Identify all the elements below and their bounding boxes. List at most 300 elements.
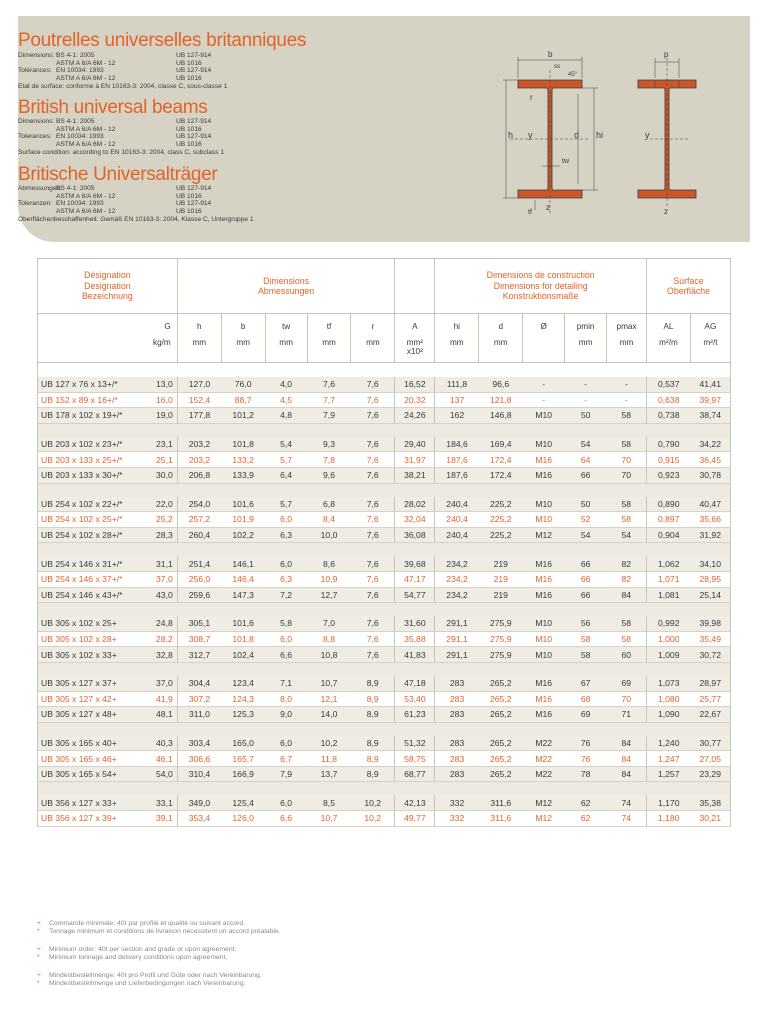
table-cell: M12 (523, 811, 565, 827)
table-cell: 58 (607, 408, 647, 424)
label-45deg: 45° (568, 72, 578, 78)
table-cell: 48,1 (135, 707, 177, 723)
table-cell: 32,8 (135, 647, 177, 663)
table-cell: 7,6 (351, 512, 395, 528)
table-cell: 71 (607, 707, 647, 723)
table-cell: M22 (523, 736, 565, 751)
table-cell: 1,240 (647, 736, 691, 751)
table-cell: 6,3 (265, 527, 307, 543)
table-cell: 54 (565, 527, 607, 543)
table-cell: 304,4 (177, 676, 221, 691)
table-cell: 9,0 (265, 707, 307, 723)
table-row (38, 377, 731, 392)
table-cell: 203,2 (177, 437, 221, 452)
label-tw: tw (562, 158, 569, 165)
cell-designation: UB 356 x 127 x 39+ (38, 811, 136, 827)
table-cell: 123,4 (221, 676, 265, 691)
label-d: d (574, 130, 580, 140)
cell-designation: UB 254 x 102 x 22+/* (38, 497, 136, 512)
table-cell: 13,0 (135, 377, 177, 392)
table-cell: 31,60 (395, 616, 435, 631)
table-cell: 260,4 (177, 527, 221, 543)
table-cell: 1,062 (647, 556, 691, 571)
table-cell: 66 (565, 571, 607, 587)
table-cell: 7,6 (351, 631, 395, 647)
col-al: AL (647, 314, 691, 339)
table-cell: 0,790 (647, 437, 691, 452)
table-cell: 165,0 (221, 736, 265, 751)
table-row (38, 631, 731, 647)
col-h: h (177, 314, 221, 339)
table-cell: 96,6 (479, 377, 523, 392)
table-cell: 254,0 (177, 497, 221, 512)
table-cell: 82 (607, 556, 647, 571)
label-y-left: y (528, 130, 533, 140)
table-cell: 30,72 (690, 647, 730, 663)
table-cell: 58 (607, 616, 647, 631)
table-cell: 60 (607, 647, 647, 663)
table-cell: 8,9 (351, 691, 395, 707)
col-r: r (351, 314, 395, 339)
table-cell: M12 (523, 795, 565, 810)
table-cell: 6,0 (265, 512, 307, 528)
cell-designation: UB 305 x 165 x 40+ (38, 736, 136, 751)
table-cell: 6,3 (265, 571, 307, 587)
group-area (395, 259, 435, 314)
group-gap (38, 543, 731, 557)
table-cell: 38,74 (690, 408, 730, 424)
table-cell: 303,4 (177, 736, 221, 751)
cell-designation: UB 203 x 133 x 30+/* (38, 467, 136, 483)
table-cell: 38,21 (395, 467, 435, 483)
table-cell: 7,1 (265, 676, 307, 691)
table-cell: 34,22 (690, 437, 730, 452)
unit-hi: mm (435, 338, 479, 363)
footnote-marker: * (37, 954, 40, 962)
table-cell: 16,52 (395, 377, 435, 392)
table-cell: 24,26 (395, 408, 435, 424)
table-cell: 68,77 (395, 766, 435, 782)
table-cell: 34,10 (690, 556, 730, 571)
table-cell: 203,2 (177, 452, 221, 468)
col-tw: tw (265, 314, 307, 339)
table-cell: 7,6 (351, 467, 395, 483)
table-cell: 162 (435, 408, 479, 424)
table-cell: 23,29 (690, 766, 730, 782)
cell-designation: UB 305 x 102 x 25+ (38, 616, 136, 631)
table-cell: 39,97 (690, 392, 730, 408)
table-row (38, 647, 731, 663)
table-cell: 1,080 (647, 691, 691, 707)
table-cell: 28,95 (690, 571, 730, 587)
table-cell: 146,8 (479, 408, 523, 424)
table-cell: 58 (607, 631, 647, 647)
table-cell: 4,0 (265, 377, 307, 392)
table-cell: 47,18 (395, 676, 435, 691)
table-cell: 52 (565, 512, 607, 528)
table-cell: 7,6 (351, 616, 395, 631)
table-cell: M16 (523, 467, 565, 483)
table-cell: 7,8 (307, 452, 351, 468)
unit-h: mm (177, 338, 221, 363)
table-row (38, 676, 731, 691)
cell-designation: UB 356 x 127 x 33+ (38, 795, 136, 810)
col-pmin: pmin (565, 314, 607, 339)
table-cell: 225,2 (479, 497, 523, 512)
table-cell: M16 (523, 452, 565, 468)
table-cell: M16 (523, 691, 565, 707)
table-cell: 7,2 (265, 587, 307, 603)
table-cell: M10 (523, 512, 565, 528)
table-cell: 257,2 (177, 512, 221, 528)
table-cell: 1,081 (647, 587, 691, 603)
table-cell: 0,638 (647, 392, 691, 408)
table-cell: 70 (607, 691, 647, 707)
table-cell: 50 (565, 408, 607, 424)
table-row (38, 408, 731, 424)
table-cell: 283 (435, 691, 479, 707)
table-cell: 24,8 (135, 616, 177, 631)
table-cell: 275,9 (479, 647, 523, 663)
table-cell: 27,05 (690, 751, 730, 767)
table-cell: 6,4 (265, 467, 307, 483)
table-cell: 0,915 (647, 452, 691, 468)
label-hi: hi (596, 130, 604, 140)
unit-ag: m²/t (690, 338, 730, 363)
table-cell: 70 (607, 467, 647, 483)
table-cell: 5,8 (265, 616, 307, 631)
table-cell: 125,4 (221, 795, 265, 810)
table-cell: 6,6 (265, 647, 307, 663)
spec-de: Abmessungen: BS 4-1: 2005 UB 127-914 ASTM A 6/A 6M - 12 UB 1016 Toleranzen: EN 10034: 1993 UB 127-914 ASTM A 6/A 6M - 12 UB 1016 Oberflächenbeschaffenheit: Gemäß EN 10163-3: 2004, Klasse C, Untergruppe 1 (18, 185, 254, 223)
table-cell: 22,67 (690, 707, 730, 723)
table-cell: 42,13 (395, 795, 435, 810)
table-cell: 43,0 (135, 587, 177, 603)
table-cell: 133,9 (221, 467, 265, 483)
table-cell: 7,6 (351, 587, 395, 603)
unit-g: kg/m (38, 338, 178, 363)
table-row (38, 452, 731, 468)
cell-designation: UB 305 x 165 x 54+ (38, 766, 136, 782)
table-cell: 6,0 (265, 736, 307, 751)
table-cell: 76 (565, 736, 607, 751)
table-cell: 111,8 (435, 377, 479, 392)
table-cell: 7,6 (351, 497, 395, 512)
table-cell: 10,7 (307, 811, 351, 827)
table-cell: 8,4 (307, 512, 351, 528)
table-cell: 1,009 (647, 647, 691, 663)
table-cell: 35,66 (690, 512, 730, 528)
table-cell: 8,8 (307, 631, 351, 647)
table-cell: 101,6 (221, 497, 265, 512)
table-cell: 74 (607, 811, 647, 827)
table-cell: 25,14 (690, 587, 730, 603)
col-pmax: pmax (607, 314, 647, 339)
table-cell: - (565, 377, 607, 392)
table-cell: 152,4 (177, 392, 221, 408)
table-cell: 187,6 (435, 467, 479, 483)
table-cell: 206,8 (177, 467, 221, 483)
table-cell: 36,45 (690, 452, 730, 468)
table-cell: 30,21 (690, 811, 730, 827)
table-cell: 68 (565, 691, 607, 707)
table-cell: 76,0 (221, 377, 265, 392)
table-cell: M16 (523, 707, 565, 723)
table-cell: 101,6 (221, 616, 265, 631)
table-cell: 102,2 (221, 527, 265, 543)
table-row (38, 512, 731, 528)
table-cell: 54 (565, 437, 607, 452)
spec-en: Dimensions: BS 4-1: 2005 UB 127-914 ASTM A 6/A 6M - 12 UB 1016 Tolerances: EN 10034: 1993 UB 127-914 ASTM A 6/A 6M - 12 UB 1016 Surface condition: according to EN 10163-3: 2004, class C, subclass 1 (18, 118, 224, 156)
footnote-text: Mindestbestellmenge: 40t pro Profil und Güte oder nach Vereinbarung. (49, 972, 262, 979)
table-cell: M22 (523, 766, 565, 782)
table-row (38, 467, 731, 483)
group-gap (38, 423, 731, 437)
table-cell: 8,9 (351, 676, 395, 691)
table-cell: 62 (565, 811, 607, 827)
table-cell: 7,6 (351, 392, 395, 408)
unit-d: mm (479, 338, 523, 363)
table-cell: 219 (479, 556, 523, 571)
table-cell: 283 (435, 736, 479, 751)
table-cell: 14,0 (307, 707, 351, 723)
table-cell: 7,6 (351, 437, 395, 452)
table-cell: 307,2 (177, 691, 221, 707)
table-cell: 50 (565, 497, 607, 512)
table-cell: - (523, 377, 565, 392)
table-cell: 0,897 (647, 512, 691, 528)
table-cell: 240,4 (435, 512, 479, 528)
table-cell: 7,6 (351, 408, 395, 424)
table-cell: - (565, 392, 607, 408)
table-cell: M10 (523, 647, 565, 663)
table-cell: 28,3 (135, 527, 177, 543)
unit-pmax: mm (607, 338, 647, 363)
table-cell: 240,4 (435, 527, 479, 543)
cell-designation: UB 305 x 102 x 28+ (38, 631, 136, 647)
table-cell: 8,5 (307, 795, 351, 810)
table-cell: 1,071 (647, 571, 691, 587)
cell-designation: UB 152 x 89 x 16+/* (38, 392, 136, 408)
table-cell: 7,6 (351, 527, 395, 543)
footnote-marker: * (37, 980, 40, 988)
table-cell: 1,073 (647, 676, 691, 691)
table-cell: 40,3 (135, 736, 177, 751)
table-cell: 8,0 (265, 691, 307, 707)
table-cell: - (523, 392, 565, 408)
title-de: Britische Universalträger (18, 164, 218, 185)
table-cell: 23,1 (135, 437, 177, 452)
table-cell: 0,923 (647, 467, 691, 483)
table-cell: 41,41 (690, 377, 730, 392)
table-cell: 41,9 (135, 691, 177, 707)
cell-designation: UB 254 x 102 x 28+/* (38, 527, 136, 543)
table-cell: 234,2 (435, 556, 479, 571)
table-cell: 10,2 (351, 795, 395, 810)
table-cell: 0,992 (647, 616, 691, 631)
table-cell: 265,2 (479, 707, 523, 723)
table-cell: 74 (607, 795, 647, 810)
table-cell: 7,9 (265, 766, 307, 782)
table-cell: M16 (523, 571, 565, 587)
table-cell: 0,738 (647, 408, 691, 424)
table-cell: 7,9 (307, 408, 351, 424)
spec-fr: Dimensions: BS 4-1: 2005 UB 127-914 ASTM A 6/A 6M - 12 UB 1016 Tolérances: EN 10034: 1993 UB 127-914 ASTM A 6/A 6M - 12 UB 1016 Etat de surface: conforme à EN 10163-3: 2004, classe C, sous-classe 1 (18, 52, 228, 90)
table-cell: 12,7 (307, 587, 351, 603)
table-cell: 69 (565, 707, 607, 723)
table-cell: 0,904 (647, 527, 691, 543)
label-p: p (664, 50, 669, 59)
table-cell: 39,98 (690, 616, 730, 631)
unit-diameter (523, 338, 565, 363)
table-cell: 234,2 (435, 587, 479, 603)
table-cell: M10 (523, 616, 565, 631)
table-cell: 33,1 (135, 795, 177, 810)
table-cell: 121,8 (479, 392, 523, 408)
table-cell: 6,8 (307, 497, 351, 512)
table-cell: 6,6 (265, 811, 307, 827)
label-z-left: z (546, 203, 550, 212)
col-ag: AG (690, 314, 730, 339)
table-cell: 66 (565, 587, 607, 603)
table-cell: 283 (435, 707, 479, 723)
label-b: b (548, 50, 553, 59)
cell-designation: UB 305 x 127 x 48+ (38, 707, 136, 723)
table-cell: 101,2 (221, 408, 265, 424)
table-cell: 265,2 (479, 766, 523, 782)
table-cell: 172,4 (479, 467, 523, 483)
table-cell: 58 (565, 647, 607, 663)
table-cell: 312,7 (177, 647, 221, 663)
col-hi: hi (435, 314, 479, 339)
table-row (38, 527, 731, 543)
footnote-text: Minimum order: 40t per section and grade or upon agreement. (49, 946, 237, 953)
footnote-line (37, 920, 281, 928)
table-cell: 1,090 (647, 707, 691, 723)
table-spacer (38, 363, 731, 378)
table-cell: 28,02 (395, 497, 435, 512)
table-cell: 7,6 (351, 647, 395, 663)
title-en: British universal beams (18, 97, 208, 118)
table-cell: 7,6 (351, 377, 395, 392)
table-cell: 6,7 (265, 751, 307, 767)
table-cell: 7,6 (351, 571, 395, 587)
table-cell: 40,47 (690, 497, 730, 512)
table-cell: - (607, 377, 647, 392)
table-cell: 29,40 (395, 437, 435, 452)
col-diameter: Ø (523, 314, 565, 339)
table-cell: 30,78 (690, 467, 730, 483)
table-cell: 88,7 (221, 392, 265, 408)
table-cell: 56 (565, 616, 607, 631)
cell-designation: UB 203 x 133 x 25+/* (38, 452, 136, 468)
table-cell: 69 (607, 676, 647, 691)
table-cell: 124,3 (221, 691, 265, 707)
beam-cross-section-diagram (490, 48, 730, 228)
cell-designation: UB 305 x 165 x 46+ (38, 751, 136, 767)
table-cell: 265,2 (479, 691, 523, 707)
beam-dimensions-table (37, 258, 731, 827)
table-cell: 10,2 (351, 811, 395, 827)
col-d: d (479, 314, 523, 339)
group-construction: Dimensions de construction Dimensions for detailing Konstruktionsmaße (435, 259, 647, 314)
table-cell: 1,180 (647, 811, 691, 827)
table-cell: 8,9 (351, 751, 395, 767)
table-cell: 16,0 (135, 392, 177, 408)
cell-designation: UB 254 x 146 x 31+/* (38, 556, 136, 571)
table-cell: 256,0 (177, 571, 221, 587)
table-cell: 39,68 (395, 556, 435, 571)
table-cell: 58 (607, 437, 647, 452)
table-cell: 7,0 (307, 616, 351, 631)
table-cell: 13,7 (307, 766, 351, 782)
table-cell: M16 (523, 587, 565, 603)
table-cell: 35,49 (690, 631, 730, 647)
table-cell: 84 (607, 736, 647, 751)
table-row (38, 707, 731, 723)
table-cell: 20,32 (395, 392, 435, 408)
table-cell: 126,0 (221, 811, 265, 827)
table-cell: 25,77 (690, 691, 730, 707)
table-cell: 22,0 (135, 497, 177, 512)
table-cell: 58 (607, 512, 647, 528)
table-cell: 283 (435, 751, 479, 767)
table-cell: 5,7 (265, 452, 307, 468)
table-cell: 9,6 (307, 467, 351, 483)
table-cell: 54 (607, 527, 647, 543)
table-cell: 184,6 (435, 437, 479, 452)
unit-a: mm² x10² (395, 338, 435, 363)
table-cell: 66 (565, 467, 607, 483)
table-cell: 28,97 (690, 676, 730, 691)
group-gap (38, 662, 731, 676)
table-cell: 265,2 (479, 736, 523, 751)
label-y-right: y (645, 130, 650, 140)
table-cell: 64 (565, 452, 607, 468)
table-cell: 8,9 (351, 707, 395, 723)
table-cell: 311,0 (177, 707, 221, 723)
label-tf: tf (528, 209, 532, 216)
table-cell: 6,0 (265, 795, 307, 810)
table-cell: 10,7 (307, 676, 351, 691)
footnote-marker: + (37, 946, 41, 953)
table-cell: 146,1 (221, 556, 265, 571)
table-cell: 5,4 (265, 437, 307, 452)
table-cell: 265,2 (479, 676, 523, 691)
table-cell: 31,97 (395, 452, 435, 468)
table-cell: 283 (435, 766, 479, 782)
table-cell: 7,6 (307, 377, 351, 392)
footnote-text: Commande minimale: 40t par profilé et qualité ou suivant accord. (49, 920, 246, 927)
table-cell: 265,2 (479, 751, 523, 767)
group-designation: Désignation Designation Bezeichnung (38, 259, 178, 314)
table-cell: M10 (523, 631, 565, 647)
table-cell: 35,88 (395, 631, 435, 647)
cell-designation: UB 203 x 102 x 23+/* (38, 437, 136, 452)
table-cell: 84 (607, 751, 647, 767)
col-b: b (221, 314, 265, 339)
table-cell: 133,2 (221, 452, 265, 468)
table-cell: 37,0 (135, 676, 177, 691)
table-row (38, 571, 731, 587)
table-cell: 10,0 (307, 527, 351, 543)
table-body (38, 363, 731, 827)
table-cell: 4,5 (265, 392, 307, 408)
table-cell: 25,2 (135, 512, 177, 528)
cell-designation: UB 127 x 76 x 13+/* (38, 377, 136, 392)
table-cell: 0,890 (647, 497, 691, 512)
table-cell: 4,8 (265, 408, 307, 424)
